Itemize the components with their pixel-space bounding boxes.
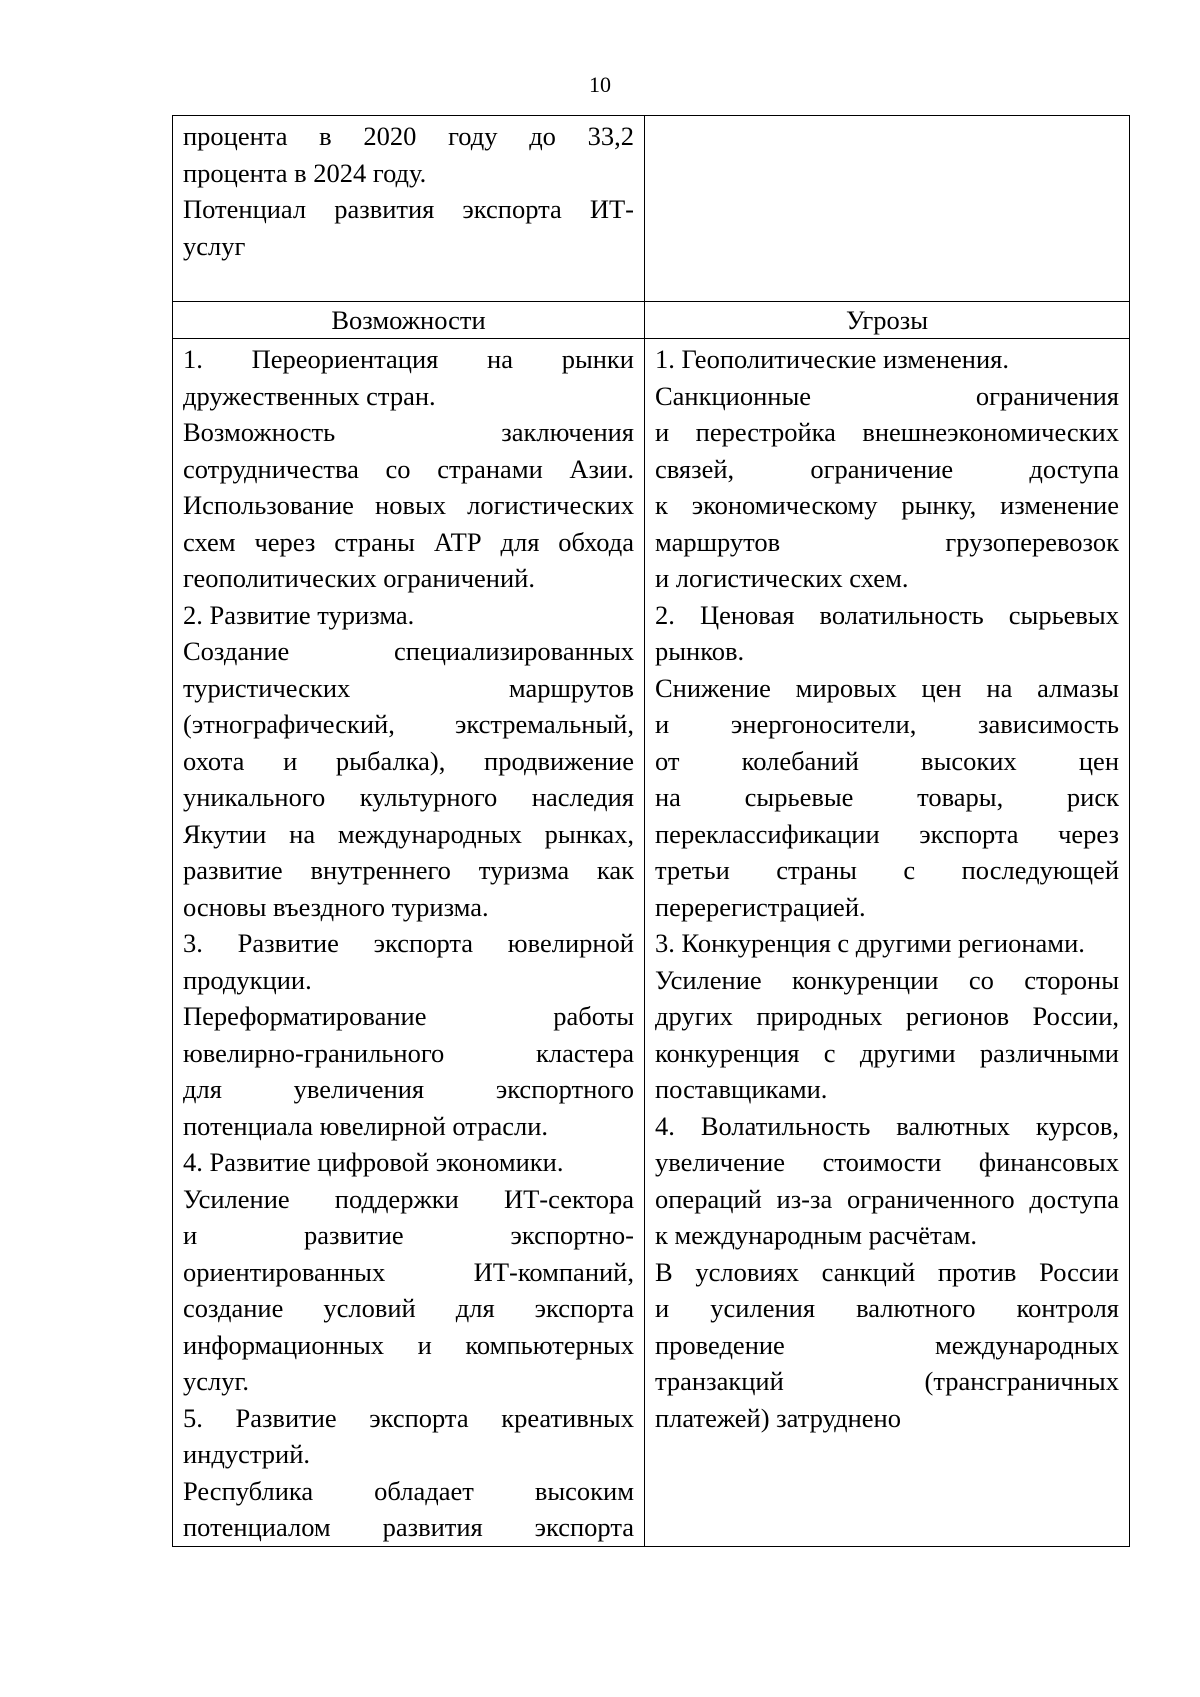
text-line: Снижение мировых цен на алмазы [655, 672, 1119, 703]
text-line: Санкционные ограничения [655, 380, 1119, 411]
weaknesses-continuation-cell [645, 116, 1130, 302]
text-line: Использование новых логистических [183, 490, 634, 520]
opportunities-text [183, 341, 634, 1546]
text-line: и логистических схем. [655, 563, 909, 593]
text-line: Республика обладает высоким [183, 1475, 634, 1506]
text-line: Потенциал развития экспорта ИТ- [183, 194, 634, 224]
text-line: для увеличения экспортного [183, 1074, 634, 1104]
strengths-continuation-text [183, 118, 634, 264]
text-line: ориентированных ИТ-компаний, [183, 1256, 634, 1287]
text-line: схем через страны АТР для обхода [183, 526, 634, 557]
text-line: уникального культурного наследия [183, 782, 634, 812]
text-line: перерегистрацией. [655, 891, 866, 922]
opportunities-header: Возможности [173, 302, 645, 339]
text-line: 4. Волатильность валютных курсов, [655, 1110, 1119, 1141]
text-line: услуг. [183, 1366, 249, 1396]
text-line: процента в 2020 году до 33,2 [183, 121, 634, 151]
table-row [173, 339, 1130, 1547]
text-line: ювелирно-гранильного кластера [183, 1037, 634, 1068]
text-line: 2. Развитие туризма. [183, 599, 415, 630]
text-line: маршрутов грузоперевозок [655, 526, 1119, 557]
text-line: Якутии на международных рынках, [183, 818, 634, 849]
text-line: переклассификации экспорта через [655, 818, 1119, 849]
text-line: транзакций (трансграничных [655, 1366, 1119, 1396]
text-line: потенциалом развития экспорта [183, 1512, 634, 1542]
text-line: 1. Геополитические изменения. [655, 344, 1009, 374]
text-line: 5. Развитие экспорта креативных [183, 1402, 634, 1433]
opportunities-cell [173, 339, 645, 1547]
text-line: 1. Переориентация на рынки [183, 344, 634, 374]
threats-header: Угрозы [645, 302, 1130, 339]
text-line: туристических маршрутов [183, 672, 634, 703]
text-line: и энергоносители, зависимость [655, 709, 1119, 739]
text-line: на сырьевые товары, риск [655, 782, 1119, 812]
text-line: и развитие экспортно- [183, 1220, 634, 1250]
text-line: Переформатирование работы [183, 1001, 634, 1031]
text-line: развитие внутреннего туризма как [183, 855, 634, 885]
text-line: Возможность заключения [183, 417, 634, 447]
text-line: основы въездного туризма. [183, 891, 489, 922]
text-line: В условиях санкций против России [655, 1256, 1119, 1287]
text-line: 2. Ценовая волатильность сырьевых [655, 599, 1119, 630]
text-line: поставщиками. [655, 1074, 828, 1104]
text-line: Создание специализированных [183, 636, 634, 666]
text-line: продукции. [183, 964, 312, 995]
text-line: создание условий для экспорта [183, 1293, 634, 1323]
text-line: конкуренция с другими различными [655, 1037, 1119, 1068]
threats-text [655, 341, 1119, 1436]
table-header-row [173, 302, 1130, 339]
text-line: рынков. [655, 636, 745, 666]
text-line: информационных и компьютерных [183, 1329, 634, 1360]
text-line: и перестройка внешнеэкономических [655, 417, 1119, 447]
text-line: платежей) затруднено [655, 1402, 901, 1433]
text-line: Усиление поддержки ИТ-сектора [183, 1183, 634, 1214]
text-line: увеличение стоимости финансовых [655, 1147, 1119, 1177]
text-line: услуг [183, 230, 246, 261]
text-line: третьи страны с последующей [655, 855, 1119, 885]
text-line: и усиления валютного контроля [655, 1293, 1119, 1323]
text-line: дружественных стран. [183, 380, 436, 411]
text-line: 3. Развитие экспорта ювелирной [183, 928, 634, 958]
page-number: 10 [589, 72, 611, 97]
text-line: других природных регионов России, [655, 1001, 1119, 1031]
swot-table [172, 115, 1130, 1547]
text-line: индустрий. [183, 1439, 311, 1469]
text-line: от колебаний высоких цен [655, 745, 1119, 776]
text-line: геополитических ограничений. [183, 563, 535, 593]
text-line: 3. Конкуренция с другими регионами. [655, 928, 1085, 958]
text-line: охота и рыбалка), продвижение [183, 745, 634, 776]
table-row [173, 116, 1130, 302]
text-line: Усиление конкуренции со стороны [655, 964, 1119, 995]
text-line: процента в 2024 году. [183, 157, 427, 188]
text-line: операций из-за ограниченного доступа [655, 1183, 1119, 1214]
text-line: проведение международных [655, 1329, 1119, 1360]
text-line: (этнографический, экстремальный, [183, 709, 634, 739]
threats-cell [645, 339, 1130, 1547]
text-line: 4. Развитие цифровой экономики. [183, 1147, 564, 1177]
text-line: связей, ограничение доступа [655, 453, 1119, 484]
text-line: к экономическому рынку, изменение [655, 490, 1119, 520]
text-line: потенциала ювелирной отрасли. [183, 1110, 548, 1141]
strengths-continuation-cell [173, 116, 645, 302]
text-line: сотрудничества со странами Азии. [183, 453, 634, 484]
text-line: к международным расчётам. [655, 1220, 978, 1250]
